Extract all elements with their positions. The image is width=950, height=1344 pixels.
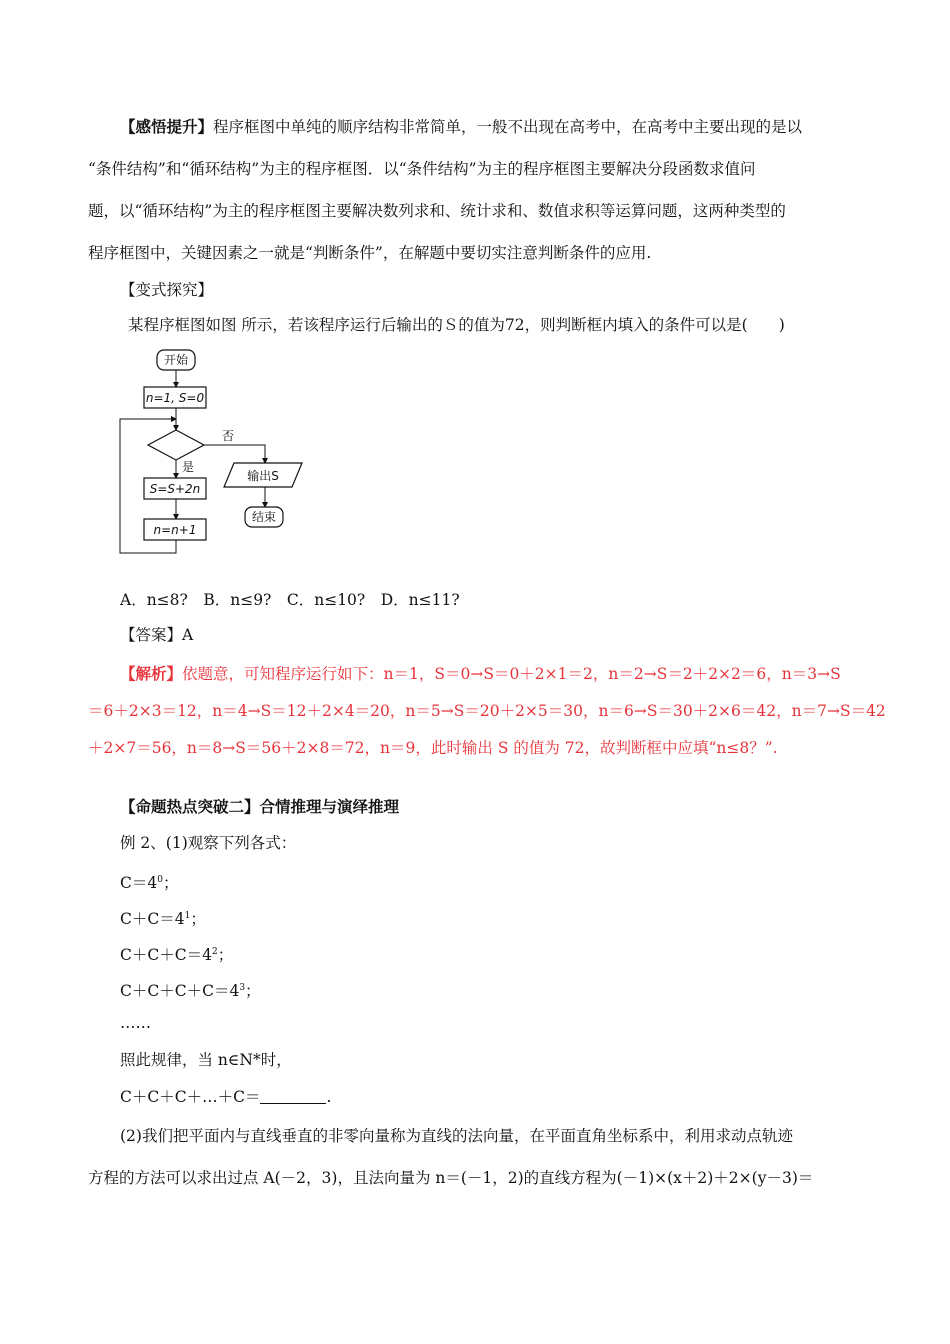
equation-4: $C+C+C+C=4^3$；: [120, 982, 261, 1000]
program-flowchart: [110, 345, 320, 560]
insight-line-4: 程序框图中，关键因素之一就是“判断条件”，在解题中要切实注意判断条件的应用.: [88, 244, 652, 262]
analysis-line-2: ＝6＋2×3＝12，n＝4→S＝12＋2×4＝20，n＝5→S＝20＋2×5＝30，n＝6→S＝30＋2×6＝42，n＝7→S＝42: [88, 702, 886, 720]
analysis-line-3: ＋2×7＝56，n＝8→S＝56＋2×8＝72，n＝9，此时输出 S 的值为 72，故判断框中应填“n≤8？”.: [88, 739, 778, 757]
end-label: 结束: [251, 510, 277, 524]
answer-line: 【答案】A: [120, 626, 194, 644]
analysis-tag: 【解析】: [120, 664, 183, 683]
answer-options: A．n≤8? B．n≤9? C．n≤10? D．n≤11?: [120, 591, 460, 609]
part2-line-1: (2)我们把平面内与直线垂直的非零向量称为直线的法向量，在平面直角坐标系中，利用求动点轨迹: [120, 1127, 793, 1145]
insight-line-1: 【感悟提升】程序框图中单纯的顺序结构非常简单，一般不出现在高考中，在高考中主要出现的是以: [120, 117, 803, 136]
equation-2: $C+C=4^1$；: [120, 910, 206, 928]
hot-topic-heading: 【命题热点突破二】合情推理与演绎推理: [120, 797, 400, 816]
part2-line-2: 方程的方法可以求出过点 A(－2，3)，且法向量为 n＝(－1，2)的直线方程为(－1)×(x＋2)＋2×(y－3)＝: [88, 1169, 814, 1187]
start-label: 开始: [163, 353, 189, 367]
n-update-label: n=n+1: [153, 523, 197, 537]
init-label: n=1, S=0: [145, 391, 205, 405]
answer-blank: [260, 1089, 326, 1104]
example-intro: 例 2、(1)观察下列各式：: [120, 834, 297, 852]
fill-in-line: C＋C＋C＋…＋C＝ .: [120, 1088, 332, 1106]
no-label: 否: [222, 429, 235, 443]
ellipsis: ……: [120, 1014, 151, 1032]
analysis-line-1: 【解析】依题意，可知程序运行如下：n＝1，S＝0→S＝0＋2×1＝2，n＝2→S＝2＋2×2＝6，n＝3→S: [120, 664, 841, 683]
insight-tag: 【感悟提升】: [120, 117, 214, 136]
equation-1: $C=4^0$；: [120, 874, 179, 892]
insight-line-3: 题，以“循环结构”为主的程序框图主要解决数列求和、统计求和、数值求积等运算问题，这两种类型的: [88, 202, 786, 220]
equation-3: $C+C+C=4^2$；: [120, 946, 234, 964]
insight-line-2: “条件结构”和“循环结构”为主的程序框图．以“条件结构”为主的程序框图主要解决分段函数求值问: [88, 160, 756, 178]
condition-decision: [148, 430, 204, 460]
output-label: 输出S: [247, 469, 279, 483]
variant-heading: 【变式探究】: [120, 281, 214, 299]
s-update-label: S=S+2n: [149, 482, 201, 496]
variant-question: 某程序框图如图 所示，若该程序运行后输出的Ｓ的值为72，则判断框内填入的条件可以是( ): [128, 316, 785, 334]
rule-line: 照此规律，当 n∈N*时，: [120, 1051, 292, 1069]
yes-label: 是: [182, 460, 195, 474]
